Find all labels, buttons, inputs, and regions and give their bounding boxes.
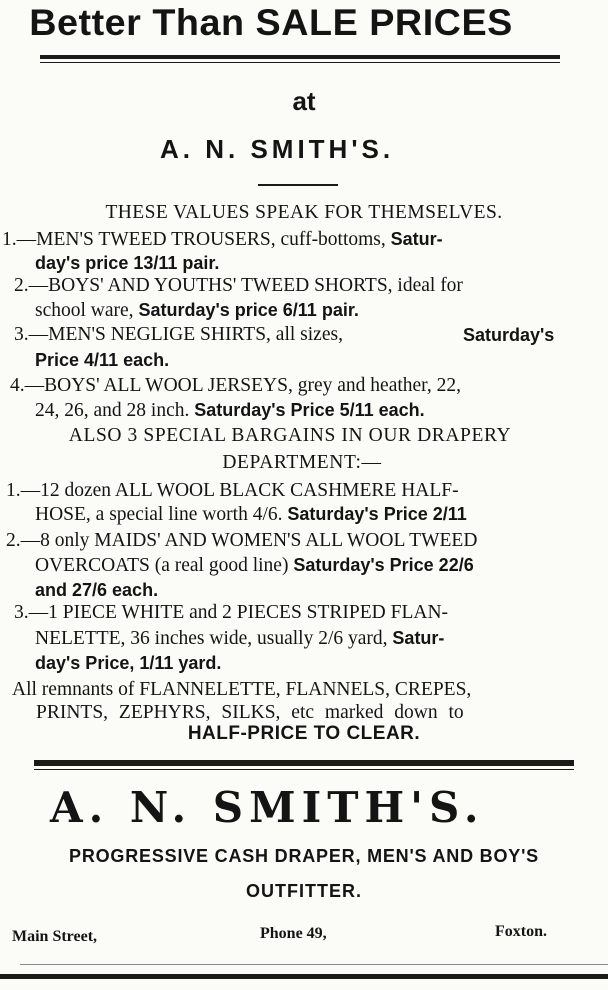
item-1-price-cont: day's price 13/11 pair. — [35, 253, 220, 273]
item-3-cont — [35, 348, 169, 373]
town-text: Foxton. — [495, 923, 547, 940]
drapery-item-3-price: Satur- — [392, 628, 445, 648]
drapery-item-3-price-cont: day's Price, 1/11 yard. — [35, 653, 222, 673]
store-name-heading: A. N. SMITH'S. — [160, 134, 395, 164]
short-divider — [258, 184, 338, 186]
footer-divider-thick — [34, 760, 574, 766]
drapery-item-1-cont — [35, 502, 467, 527]
drapery-item-2-cont2 — [35, 578, 158, 603]
intro-line: THESE VALUES SPEAK FOR THEMSELVES. — [105, 202, 503, 223]
headline-underline-thin — [40, 62, 560, 63]
item-3-price: Saturday's — [463, 325, 555, 345]
drapery-item-1-price: Saturday's Price 2/11 — [287, 504, 467, 524]
footer-store-name: A. N. SMITH'S. — [50, 783, 485, 832]
item-2-text: 2.—BOYS' AND YOUTHS' TWEED SHORTS, ideal for — [14, 275, 463, 296]
item-2-price: Saturday's price 6/11 pair. — [138, 300, 359, 320]
drapery-item-3-cont — [35, 626, 444, 651]
drapery-item-3-text: 3.—1 PIECE WHITE and 2 PIECES STRIPED FLAN- — [14, 602, 449, 623]
address-text: Main Street, — [12, 928, 98, 945]
remnants-text-2: PRINTS, ZEPHYRS, SILKS, etc marked down to — [36, 702, 464, 723]
remnants-line-1 — [12, 678, 471, 702]
drapery-item-2-text-cont: OVERCOATS (a real good line) — [35, 555, 294, 576]
drapery-item-2-price: Saturday's Price 22/6 — [293, 555, 474, 575]
item-4 — [10, 374, 461, 398]
drapery-item-2-cont — [35, 553, 474, 578]
item-4-text-cont: 24, 26, and 28 inch. — [35, 400, 195, 421]
item-1-price: Satur- — [390, 229, 443, 249]
item-4-cont — [35, 398, 425, 423]
item-1-text: 1.—MEN'S TWEED TROUSERS, cuff-bottoms, — [2, 229, 391, 250]
phone-text: Phone 49, — [260, 925, 327, 942]
drapery-item-2 — [6, 529, 477, 553]
bottom-border-thick — [0, 974, 608, 979]
item-3-price-top — [463, 323, 554, 348]
item-4-text: 4.—BOYS' ALL WOOL JERSEYS, grey and heather, 22, — [10, 375, 462, 396]
drapery-item-1 — [6, 479, 459, 503]
tagline-line-1: PROGRESSIVE CASH DRAPER, MEN'S AND BOY'S — [69, 846, 539, 866]
drapery-item-2-price-cont: and 27/6 each. — [35, 580, 159, 600]
item-2-cont — [35, 298, 359, 323]
drapery-heading-1: ALSO 3 SPECIAL BARGAINS IN OUR DRAPERY — [68, 425, 512, 446]
drapery-item-3 — [14, 601, 448, 625]
remnants-text-1: All remnants of FLANNELETTE, FLANNELS, CREPES, — [12, 679, 472, 700]
drapery-item-1-text: 1.—12 dozen ALL WOOL BLACK CASHMERE HALF- — [6, 480, 459, 501]
drapery-item-3-cont2 — [35, 651, 221, 676]
item-3 — [14, 323, 343, 347]
item-3-text: 3.—MEN'S NEGLIGE SHIRTS, all sizes, — [14, 324, 343, 345]
bottom-border-thin — [20, 964, 608, 965]
at-text: at — [292, 86, 316, 116]
half-price-text: HALF-PRICE TO CLEAR. — [187, 723, 421, 744]
footer-divider-thin — [34, 769, 574, 770]
drapery-heading-2: DEPARTMENT:— — [222, 452, 382, 473]
item-2 — [14, 274, 463, 298]
headline: Better Than SALE PRICES — [29, 2, 513, 43]
tagline-line-2: OUTFITTER. — [246, 881, 362, 901]
drapery-item-3-text-cont: NELETTE, 36 inches wide, usually 2/6 yard, — [35, 628, 393, 649]
item-1-cont — [35, 251, 219, 276]
item-1 — [2, 227, 443, 252]
drapery-item-1-text-cont: HOSE, a special line worth 4/6. — [35, 504, 288, 525]
remnants-line-2 — [36, 701, 464, 725]
item-4-price: Saturday's Price 5/11 each. — [194, 400, 425, 420]
headline-underline-thick — [40, 55, 560, 59]
item-2-text-cont: school ware, — [35, 300, 139, 321]
item-3-price-cont: Price 4/11 each. — [35, 350, 170, 370]
drapery-item-2-text: 2.—8 only MAIDS' AND WOMEN'S ALL WOOL TWEED — [6, 530, 478, 551]
